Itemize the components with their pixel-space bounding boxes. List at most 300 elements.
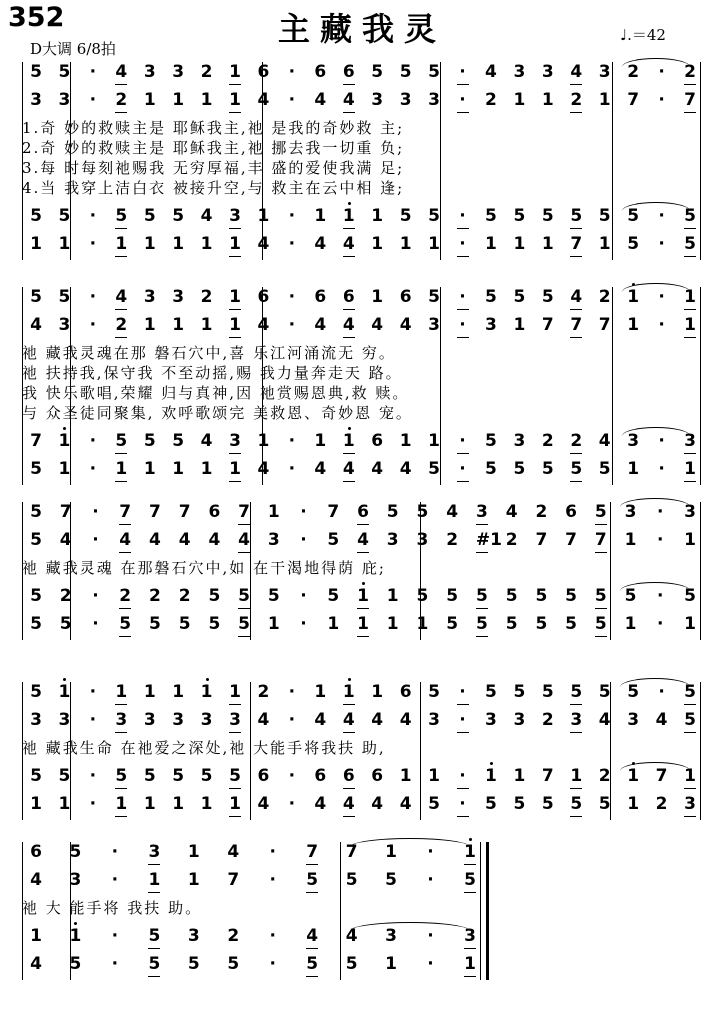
jianpu-note: · (288, 206, 296, 226)
jianpu-note: · (300, 502, 307, 522)
jianpu-note: 1 (399, 766, 412, 786)
jianpu-note: 1 (58, 682, 71, 702)
jianpu-note: 5 (627, 234, 640, 254)
note-row-upper1 (0, 500, 724, 524)
jianpu-note: 1 (187, 870, 200, 890)
jianpu-note: 1 (541, 234, 554, 254)
jianpu-note: 3 (143, 287, 156, 307)
jianpu-note: · (457, 285, 469, 310)
jianpu-note: · (89, 206, 97, 226)
jianpu-note: 1 (58, 234, 71, 254)
jianpu-note: 1 (172, 234, 185, 254)
jianpu-note: 5 (178, 614, 191, 634)
hymn-title: 主藏我灵 (277, 10, 446, 48)
jianpu-note: 3 (229, 429, 241, 454)
jianpu-note: 4 (598, 710, 611, 730)
jianpu-note: 1 (343, 680, 355, 705)
jianpu-note: 4 (30, 315, 42, 335)
jianpu-note: 5 (595, 500, 607, 525)
jianpu-note: 7 (148, 502, 161, 522)
jianpu-note: · (89, 234, 97, 254)
music-system (0, 500, 724, 660)
jianpu-note: 5 (115, 429, 127, 454)
jianpu-note: 1 (428, 431, 440, 451)
jianpu-note: 7 (598, 315, 611, 335)
jianpu-note: 3 (428, 710, 440, 730)
jianpu-note: 4 (399, 794, 412, 814)
jianpu-note: 5 (143, 431, 156, 451)
jianpu-note: · (89, 315, 97, 335)
lyric-line: 3.每 时每刻祂赐我 无穷厚福,丰 盛的爱使我满 足; (22, 159, 405, 177)
jianpu-note: 5 (30, 766, 42, 786)
jianpu-note: 1 (627, 459, 640, 479)
jianpu-note: 1 (627, 794, 640, 814)
jianpu-note: 1 (624, 530, 637, 550)
jianpu-note: 7 (535, 530, 548, 550)
jianpu-note: 6 (208, 502, 221, 522)
jianpu-note: 6 (343, 285, 355, 310)
note-row-upper1 (0, 680, 724, 704)
jianpu-note: 5 (386, 502, 399, 522)
jianpu-note: 5 (541, 287, 554, 307)
jianpu-note: 5 (595, 584, 607, 609)
jianpu-note: 3 (684, 429, 696, 454)
jianpu-note: 5 (229, 764, 241, 789)
jianpu-note: 5 (684, 232, 696, 257)
jianpu-note: 2 (115, 313, 127, 338)
jianpu-note: 7 (30, 431, 42, 451)
jianpu-note: 5 (485, 431, 497, 451)
jianpu-note: 6 (30, 842, 42, 862)
jianpu-note: 5 (446, 586, 459, 606)
jianpu-note: 4 (119, 528, 131, 553)
jianpu-note: 1 (257, 206, 270, 226)
jianpu-note: 5 (208, 614, 221, 634)
jianpu-note: · (89, 287, 97, 307)
jianpu-note: 5 (172, 206, 185, 226)
jianpu-note: 4 (314, 794, 327, 814)
jianpu-note: 5 (119, 612, 131, 637)
jianpu-note: · (427, 870, 434, 890)
jianpu-note: 6 (343, 60, 355, 85)
jianpu-note: 5 (416, 502, 429, 522)
jianpu-note: · (92, 530, 99, 550)
jianpu-note: 1 (357, 584, 369, 609)
jianpu-note: 5 (200, 766, 213, 786)
jianpu-note: 5 (69, 954, 82, 974)
jianpu-note: 5 (306, 868, 318, 893)
jianpu-note: 1 (143, 90, 156, 110)
jianpu-note: 4 (343, 792, 355, 817)
jianpu-note: · (658, 431, 665, 451)
jianpu-note: 5 (541, 206, 554, 226)
jianpu-note: 4 (399, 459, 412, 479)
jianpu-note: 1 (200, 682, 213, 702)
jianpu-note: 7 (570, 232, 582, 257)
jianpu-note: 4 (446, 502, 459, 522)
jianpu-note: 1 (541, 90, 554, 110)
jianpu-note: 5 (30, 502, 42, 522)
jianpu-note: 6 (343, 764, 355, 789)
jianpu-note: 2 (570, 88, 582, 113)
jianpu-note: 6 (314, 62, 327, 82)
jianpu-note: 3 (570, 708, 582, 733)
jianpu-note: 2 (119, 584, 131, 609)
jianpu-note: 1 (684, 764, 696, 789)
jianpu-note: 5 (513, 794, 526, 814)
note-row-lower2 (0, 612, 724, 636)
jianpu-note: 3 (229, 204, 241, 229)
jianpu-note: 1 (229, 232, 241, 257)
jianpu-note: 2 (200, 287, 213, 307)
jianpu-note: 1 (115, 457, 127, 482)
jianpu-note: 2 (115, 88, 127, 113)
jianpu-note: 5 (485, 682, 497, 702)
jianpu-note: · (457, 60, 469, 85)
jianpu-note: 4 (314, 234, 327, 254)
jianpu-note: · (89, 682, 97, 702)
jianpu-note: 1 (684, 313, 696, 338)
jianpu-note: 7 (595, 528, 607, 553)
jianpu-note: 5 (58, 62, 71, 82)
jianpu-note: 1 (58, 431, 71, 451)
jianpu-note: 1 (267, 502, 280, 522)
note-row-lower1 (0, 429, 724, 453)
jianpu-note: · (457, 313, 469, 338)
jianpu-note: 1 (386, 614, 399, 634)
jianpu-note: · (658, 315, 665, 335)
jianpu-note: 5 (595, 612, 607, 637)
jianpu-note: · (457, 204, 469, 229)
jianpu-note: 1 (172, 459, 185, 479)
note-row-lower2 (0, 457, 724, 481)
jianpu-note: 5 (485, 206, 497, 226)
jianpu-note: · (657, 530, 664, 550)
jianpu-note: 1 (485, 234, 497, 254)
jianpu-note: 4 (598, 431, 611, 451)
jianpu-note: 5 (30, 287, 42, 307)
jianpu-note: 3 (485, 710, 497, 730)
jianpu-note: 3 (386, 530, 399, 550)
note-row-upper2 (0, 868, 724, 892)
jianpu-note: 5 (598, 682, 611, 702)
jianpu-note: 4 (655, 710, 668, 730)
lyric-line: 1.奇 妙的救赎主是 耶稣我主,祂 是我的奇妙救 主; (22, 119, 405, 137)
jianpu-note: 1 (513, 234, 526, 254)
jianpu-note: 4 (257, 234, 270, 254)
jianpu-note: 1 (267, 614, 280, 634)
jianpu-note: 1 (570, 764, 582, 789)
jianpu-note: 1 (229, 60, 241, 85)
jianpu-note: 2 (570, 429, 582, 454)
jianpu-note: 4 (200, 431, 213, 451)
jianpu-note: 2 (227, 926, 240, 946)
jianpu-note: 5 (446, 614, 459, 634)
jianpu-note: 5 (513, 287, 526, 307)
jianpu-note: 7 (541, 766, 554, 786)
jianpu-note: 5 (148, 952, 160, 977)
jianpu-note: 1 (598, 90, 611, 110)
jianpu-note: 1 (143, 459, 156, 479)
jianpu-note: 1 (464, 840, 476, 865)
jianpu-note: 3 (69, 870, 82, 890)
jianpu-note: 2 (541, 710, 554, 730)
jianpu-note: 5 (30, 530, 42, 550)
jianpu-note: 1 (257, 431, 270, 451)
jianpu-note: 3 (58, 315, 71, 335)
jianpu-note: 1 (200, 315, 213, 335)
jianpu-note: 1 (385, 954, 397, 974)
jianpu-note: 2 (684, 60, 696, 85)
jianpu-note: 3 (58, 90, 71, 110)
jianpu-note: 3 (172, 62, 185, 82)
jianpu-note: 6 (257, 287, 270, 307)
jianpu-note: 5 (69, 842, 82, 862)
jianpu-note: 1 (229, 680, 241, 705)
note-row-lower1 (0, 584, 724, 608)
jianpu-note: 1 (513, 315, 526, 335)
jianpu-note: 3 (143, 710, 156, 730)
jianpu-note: 2 (178, 586, 191, 606)
jianpu-note: 4 (115, 60, 127, 85)
jianpu-note: · (427, 842, 434, 862)
jianpu-note: 2 (505, 530, 518, 550)
jianpu-note: 4 (371, 794, 384, 814)
jianpu-note: 5 (59, 614, 72, 634)
jianpu-note: 3 (115, 708, 127, 733)
music-system (0, 680, 724, 840)
jianpu-note: 1 (314, 431, 327, 451)
jianpu-note: 4 (257, 794, 270, 814)
jianpu-note: 2 (598, 287, 611, 307)
jianpu-note: · (427, 954, 434, 974)
jianpu-note: 7 (306, 840, 318, 865)
jianpu-note: 1 (627, 315, 640, 335)
jianpu-note: 1 (314, 682, 327, 702)
jianpu-note: 4 (314, 459, 327, 479)
jianpu-note: · (269, 842, 276, 862)
jianpu-note: 4 (343, 457, 355, 482)
lyric-line: 与 众圣徒同聚集, 欢呼歌颂完 美救恩、奇妙恩 宠。 (22, 404, 413, 422)
jianpu-note: 1 (30, 794, 42, 814)
jianpu-note: 1 (399, 234, 412, 254)
jianpu-note: 1 (357, 612, 369, 637)
jianpu-note: 2 (148, 586, 161, 606)
jianpu-note: 6 (371, 431, 384, 451)
music-system (0, 840, 724, 1000)
jianpu-note: 2 (598, 766, 611, 786)
jianpu-note: 5 (598, 794, 611, 814)
jianpu-note: · (457, 88, 469, 113)
jianpu-note: · (89, 459, 97, 479)
jianpu-note: 7 (627, 90, 640, 110)
jianpu-note: · (92, 614, 99, 634)
jianpu-note: 4 (570, 60, 582, 85)
jianpu-note: 5 (485, 459, 497, 479)
jianpu-note: · (658, 90, 665, 110)
jianpu-note: 4 (257, 315, 270, 335)
note-row-lower1 (0, 764, 724, 788)
jianpu-note: 5 (428, 794, 440, 814)
jianpu-note: 4 (30, 954, 42, 974)
jianpu-note: 4 (570, 285, 582, 310)
jianpu-note: 1 (115, 792, 127, 817)
jianpu-note: 1 (624, 614, 637, 634)
jianpu-note: · (288, 90, 296, 110)
jianpu-note: 6 (314, 766, 327, 786)
jianpu-note: 1 (115, 232, 127, 257)
jianpu-note: 7 (238, 500, 250, 525)
jianpu-note: · (92, 586, 99, 606)
jianpu-note: 3 (476, 500, 488, 525)
jianpu-note: 5 (428, 206, 440, 226)
lyric-line: 祂 藏我灵魂 在那磐石穴中,如 在干渴地得荫 庇; (22, 559, 386, 577)
jianpu-note: 3 (172, 287, 185, 307)
jianpu-note: 5 (570, 792, 582, 817)
jianpu-note: 1 (172, 315, 185, 335)
jianpu-note: 1 (200, 234, 213, 254)
note-row-upper2 (0, 88, 724, 112)
jianpu-note: 4 (314, 90, 327, 110)
jianpu-note: 3 (58, 710, 71, 730)
jianpu-note: 2 (541, 431, 554, 451)
jianpu-note: 3 (30, 710, 42, 730)
jianpu-note: 4 (357, 528, 369, 553)
jianpu-note: 5 (684, 204, 696, 229)
jianpu-note: 6 (371, 766, 384, 786)
jianpu-note: · (657, 586, 664, 606)
jianpu-note: 4 (343, 313, 355, 338)
jianpu-note: 5 (464, 868, 476, 893)
jianpu-note: 5 (513, 459, 526, 479)
jianpu-note: 2 (59, 586, 72, 606)
jianpu-note: · (658, 682, 665, 702)
jianpu-note: 5 (30, 206, 42, 226)
jianpu-note: 7 (59, 502, 72, 522)
jianpu-note: 1 (385, 842, 397, 862)
note-row-lower1 (0, 204, 724, 228)
jianpu-note: · (269, 926, 276, 946)
jianpu-note: 5 (570, 457, 582, 482)
jianpu-note: 1 (371, 287, 384, 307)
jianpu-note: 5 (187, 954, 200, 974)
jianpu-note: · (288, 459, 296, 479)
jianpu-note: 1 (143, 682, 156, 702)
jianpu-note: · (269, 870, 276, 890)
jianpu-note: 5 (428, 287, 440, 307)
jianpu-note: · (288, 710, 296, 730)
jianpu-note: 5 (306, 952, 318, 977)
jianpu-note: 3 (229, 708, 241, 733)
jianpu-note: 1 (58, 794, 71, 814)
jianpu-note: 1 (143, 794, 156, 814)
jianpu-note: 5 (227, 954, 240, 974)
jianpu-note: · (111, 926, 119, 946)
jianpu-note: 1 (69, 926, 82, 946)
jianpu-note: · (288, 62, 296, 82)
jianpu-note: 3 (172, 710, 185, 730)
jianpu-note: 1 (371, 234, 384, 254)
jianpu-note: 1 (627, 766, 640, 786)
jianpu-note: 3 (399, 90, 412, 110)
jianpu-note: · (658, 234, 665, 254)
jianpu-note: 2 (655, 794, 668, 814)
jianpu-note: 1 (371, 206, 384, 226)
jianpu-note: 1 (172, 794, 185, 814)
jianpu-note: 4 (238, 528, 250, 553)
jianpu-note: · (111, 842, 119, 862)
jianpu-note: 5 (684, 586, 696, 606)
jianpu-note: 4 (505, 502, 518, 522)
jianpu-note: 1 (229, 457, 241, 482)
jianpu-note: 6 (399, 287, 412, 307)
jianpu-note: · (457, 457, 469, 482)
jianpu-note: · (658, 287, 665, 307)
jianpu-note: 4 (30, 870, 42, 890)
jianpu-note: 1 (30, 234, 42, 254)
jianpu-note: 5 (399, 62, 412, 82)
jianpu-note: 3 (513, 710, 526, 730)
jianpu-note: · (457, 232, 469, 257)
jianpu-note: 5 (485, 794, 497, 814)
jianpu-note: 3 (627, 710, 640, 730)
jianpu-note: 6 (314, 287, 327, 307)
jianpu-note: 5 (541, 682, 554, 702)
jianpu-note: 1 (30, 926, 42, 946)
jianpu-note: 1 (428, 766, 440, 786)
jianpu-note: 1 (314, 206, 327, 226)
jianpu-note: 4 (314, 315, 327, 335)
jianpu-note: 4 (208, 530, 221, 550)
lyric-line: 祂 大 能手将 我扶 助。 (22, 899, 203, 917)
jianpu-note: 2 (627, 62, 640, 82)
note-row-upper1 (0, 60, 724, 84)
jianpu-note: 5 (505, 586, 518, 606)
jianpu-note: 4 (314, 710, 327, 730)
jianpu-note: 4 (115, 285, 127, 310)
jianpu-note: · (111, 870, 119, 890)
jianpu-note: 1 (428, 234, 440, 254)
jianpu-note: 5 (684, 708, 696, 733)
jianpu-note: · (89, 90, 97, 110)
jianpu-note: 7 (178, 502, 191, 522)
jianpu-note: 6 (257, 766, 270, 786)
jianpu-note: · (457, 792, 469, 817)
jianpu-note: 5 (570, 680, 582, 705)
jianpu-note: 4 (306, 924, 318, 949)
jianpu-note: 5 (428, 682, 440, 702)
jianpu-note: 3 (187, 926, 200, 946)
jianpu-note: · (457, 764, 469, 789)
jianpu-note: · (658, 459, 665, 479)
jianpu-note: 3 (200, 710, 213, 730)
jianpu-note: 5 (172, 431, 185, 451)
jianpu-note: 7 (570, 313, 582, 338)
jianpu-note: · (657, 614, 664, 634)
jianpu-note: 1 (172, 682, 185, 702)
jianpu-note: 5 (428, 459, 440, 479)
jianpu-note: 5 (115, 204, 127, 229)
jianpu-note: 4 (371, 459, 384, 479)
jianpu-note: 5 (505, 614, 518, 634)
jianpu-note: 4 (399, 710, 412, 730)
jianpu-note: 6 (257, 62, 270, 82)
music-system (0, 285, 724, 481)
jianpu-note: 5 (115, 764, 127, 789)
jianpu-note: 4 (200, 206, 213, 226)
jianpu-note: 4 (343, 88, 355, 113)
jianpu-note: · (657, 502, 664, 522)
